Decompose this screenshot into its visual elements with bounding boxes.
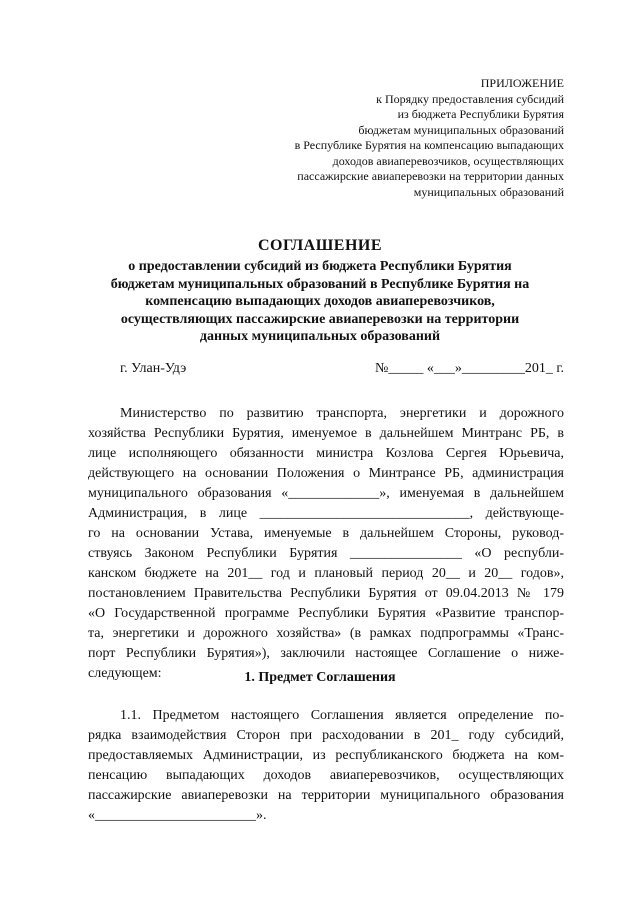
- number-date-field: №_____ «___»_________201_ г.: [374, 361, 564, 376]
- preamble-paragraph: [88, 404, 564, 684]
- paragraph-line: канском бюджете на 201__ год и плановый период 20__ и 20__ годов»,: [88, 566, 564, 581]
- document-title: [60, 236, 580, 346]
- paragraph-line: пассажирские авиаперевозки на территории муниципального образования: [88, 788, 564, 803]
- appendix-line: пассажирские авиаперевозки на территории данных: [297, 169, 564, 183]
- paragraph-line: Администрация, в лице ______________________________, действующе-: [88, 506, 564, 521]
- appendix-line: бюджетам муниципальных образований: [358, 122, 564, 137]
- title-main: СОГЛАШЕНИЕ: [257, 237, 383, 254]
- title-line: о предоставлении субсидий из бюджета Республики Бурятия: [128, 259, 512, 274]
- appendix-line: в Республике Бурятия на компенсацию выпадающих: [294, 138, 564, 152]
- appendix-line: к Порядку предоставления субсидий: [376, 91, 564, 106]
- paragraph-line: Министерство по развитию транспорта, энергетики и дорожного: [120, 406, 564, 421]
- title-line: компенсацию выпадающих доходов авиаперевозчиков,: [145, 294, 495, 309]
- paragraph-line: постановлением Правительства Республики Бурятия от 09.04.2013 № 179: [88, 586, 564, 601]
- paragraph-line: муниципального образования «_____________», именуемая в дальнейшем: [88, 486, 564, 501]
- title-line: осуществляющих пассажирские авиаперевозки на территории: [120, 311, 520, 327]
- appendix-line: ПРИЛОЖЕНИЕ: [480, 76, 564, 90]
- paragraph-line: следующем:: [88, 666, 162, 681]
- paragraph-line: действующего на основании Положения о Минтрансе РБ, администрация: [88, 466, 564, 481]
- city-label: г. Улан-Удэ: [120, 361, 187, 376]
- paragraph-line: «_______________________».: [88, 808, 267, 823]
- paragraph-line: пенсацию выпадающих доходов авиаперевозчиков, осуществляющих: [88, 768, 564, 783]
- section-heading: 1. Предмет Соглашения: [244, 670, 396, 685]
- appendix-line: доходов авиаперевозчиков, осуществляющих: [332, 153, 564, 168]
- paragraph-line: хозяйства Республики Бурятия, именуемое в дальнейшем Минтранс РБ, в: [88, 426, 564, 441]
- paragraph-line: порт Республики Бурятия»), заключили настоящее Соглашение о ниже-: [88, 646, 564, 661]
- title-line: данных муниципальных образований: [199, 329, 441, 344]
- paragraph-line: предоставляемых Администрации, из республиканского бюджета на ком-: [88, 748, 564, 763]
- appendix-line: муниципальных образований: [413, 184, 564, 199]
- paragraph-line: та, энергетики и дорожного хозяйства» (в рамках подпрограммы «Транс-: [88, 626, 564, 641]
- paragraph-line: «О Государственной программе Республики Бурятия «Развитие транспор-: [88, 606, 564, 621]
- paragraph-line: рядка взаимодействия Сторон при расходовании в 201_ году субсидий,: [88, 728, 564, 743]
- paragraph-line: лице исполняющего обязанности министра Козлова Сергея Юрьевича,: [88, 446, 564, 461]
- paragraph-line: го на основании Устава, именуемые в дальнейшем Стороны, руковод-: [88, 526, 564, 541]
- paragraph-line: 1.1. Предметом настоящего Соглашения является определение по-: [120, 708, 564, 723]
- appendix-line: из бюджета Республики Бурятия: [397, 107, 564, 121]
- section-paragraph: [88, 706, 564, 826]
- appendix-header: [295, 76, 564, 200]
- paragraph-line: ствуясь Законом Республики Бурятия ________________ «О республи-: [88, 546, 564, 561]
- title-line: бюджетам муниципальных образований в Республике Бурятия на: [110, 276, 530, 292]
